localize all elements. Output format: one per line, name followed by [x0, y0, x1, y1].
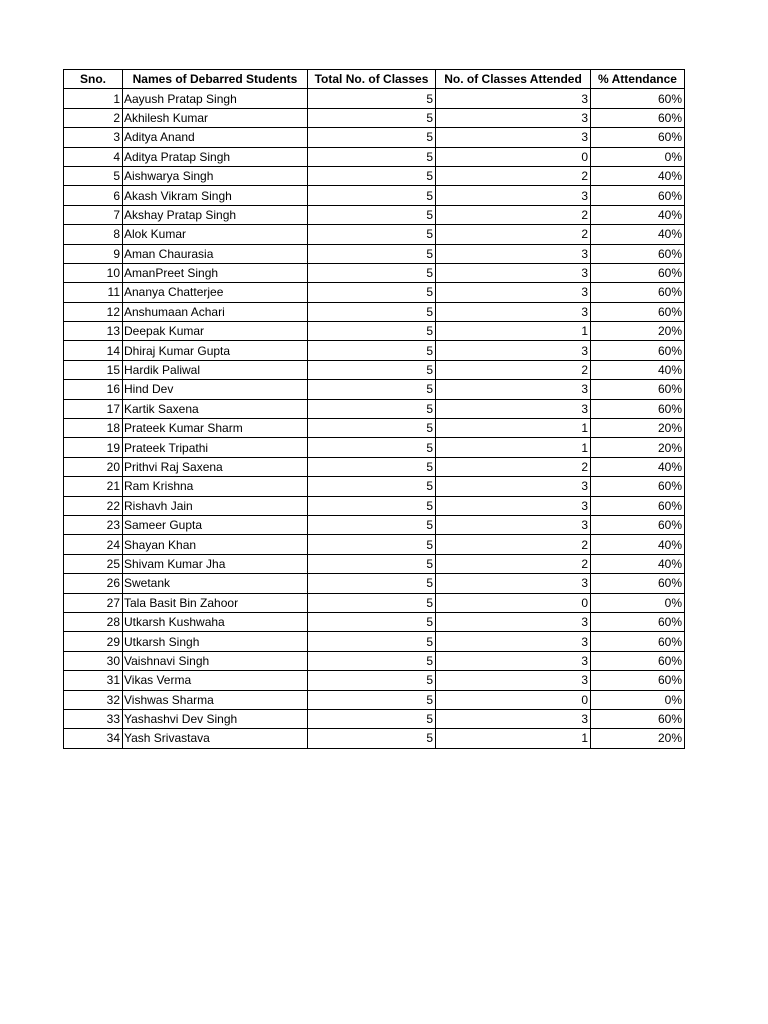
classes-attended-cell: 2	[436, 225, 591, 244]
sno-cell: 2	[64, 108, 123, 127]
attendance-percent-cell: 60%	[591, 515, 685, 534]
sno-cell: 14	[64, 341, 123, 360]
sno-cell: 3	[64, 128, 123, 147]
classes-attended-cell: 3	[436, 128, 591, 147]
table-row	[64, 166, 685, 185]
classes-attended-cell: 1	[436, 322, 591, 341]
attendance-percent-cell: 60%	[591, 341, 685, 360]
classes-attended-cell: 3	[436, 671, 591, 690]
total-classes-cell: 5	[308, 380, 436, 399]
header-sno: Sno.	[64, 70, 123, 89]
sno-cell: 33	[64, 709, 123, 728]
table-row	[64, 89, 685, 108]
attendance-percent-cell: 0%	[591, 690, 685, 709]
attendance-percent-cell: 0%	[591, 147, 685, 166]
attendance-percent-cell: 40%	[591, 225, 685, 244]
classes-attended-cell: 3	[436, 341, 591, 360]
sno-cell: 22	[64, 496, 123, 515]
sno-cell: 7	[64, 205, 123, 224]
student-name-cell: Deepak Kumar	[123, 322, 308, 341]
attendance-percent-cell: 60%	[591, 89, 685, 108]
student-name-cell: Hardik Paliwal	[123, 360, 308, 379]
table-row	[64, 302, 685, 321]
total-classes-cell: 5	[308, 729, 436, 748]
total-classes-cell: 5	[308, 341, 436, 360]
table-row	[64, 554, 685, 573]
total-classes-cell: 5	[308, 651, 436, 670]
classes-attended-cell: 2	[436, 166, 591, 185]
total-classes-cell: 5	[308, 108, 436, 127]
student-name-cell: Ananya Chatterjee	[123, 283, 308, 302]
sno-cell: 28	[64, 612, 123, 631]
table-row	[64, 632, 685, 651]
student-name-cell: Anshumaan Achari	[123, 302, 308, 321]
table-row	[64, 709, 685, 728]
total-classes-cell: 5	[308, 283, 436, 302]
table-row	[64, 399, 685, 418]
sno-cell: 17	[64, 399, 123, 418]
sno-cell: 20	[64, 457, 123, 476]
table-row	[64, 128, 685, 147]
sno-cell: 26	[64, 574, 123, 593]
total-classes-cell: 5	[308, 612, 436, 631]
classes-attended-cell: 3	[436, 574, 591, 593]
total-classes-cell: 5	[308, 690, 436, 709]
total-classes-cell: 5	[308, 671, 436, 690]
sno-cell: 4	[64, 147, 123, 166]
table-row	[64, 341, 685, 360]
sno-cell: 31	[64, 671, 123, 690]
table-row	[64, 205, 685, 224]
table-body	[64, 89, 685, 748]
student-name-cell: Vaishnavi Singh	[123, 651, 308, 670]
student-name-cell: Shayan Khan	[123, 535, 308, 554]
attendance-percent-cell: 40%	[591, 457, 685, 476]
header-classes-attended: No. of Classes Attended	[436, 70, 591, 89]
sno-cell: 1	[64, 89, 123, 108]
classes-attended-cell: 2	[436, 554, 591, 573]
attendance-percent-cell: 60%	[591, 709, 685, 728]
total-classes-cell: 5	[308, 535, 436, 554]
student-name-cell: Akshay Pratap Singh	[123, 205, 308, 224]
attendance-percent-cell: 60%	[591, 244, 685, 263]
student-name-cell: Sameer Gupta	[123, 515, 308, 534]
classes-attended-cell: 0	[436, 147, 591, 166]
student-name-cell: Aman Chaurasia	[123, 244, 308, 263]
table-row	[64, 419, 685, 438]
total-classes-cell: 5	[308, 186, 436, 205]
table-row	[64, 593, 685, 612]
classes-attended-cell: 2	[436, 457, 591, 476]
attendance-percent-cell: 60%	[591, 574, 685, 593]
sno-cell: 5	[64, 166, 123, 185]
attendance-percent-cell: 60%	[591, 108, 685, 127]
total-classes-cell: 5	[308, 147, 436, 166]
attendance-percent-cell: 60%	[591, 671, 685, 690]
attendance-percent-cell: 40%	[591, 535, 685, 554]
total-classes-cell: 5	[308, 360, 436, 379]
total-classes-cell: 5	[308, 205, 436, 224]
attendance-percent-cell: 20%	[591, 322, 685, 341]
student-name-cell: Yashashvi Dev Singh	[123, 709, 308, 728]
attendance-percent-cell: 60%	[591, 399, 685, 418]
total-classes-cell: 5	[308, 128, 436, 147]
header-row	[64, 70, 685, 89]
attendance-percent-cell: 0%	[591, 593, 685, 612]
attendance-percent-cell: 60%	[591, 283, 685, 302]
student-name-cell: Utkarsh Kushwaha	[123, 612, 308, 631]
student-name-cell: Akash Vikram Singh	[123, 186, 308, 205]
total-classes-cell: 5	[308, 574, 436, 593]
table-row	[64, 186, 685, 205]
total-classes-cell: 5	[308, 554, 436, 573]
sno-cell: 10	[64, 263, 123, 282]
classes-attended-cell: 3	[436, 108, 591, 127]
student-name-cell: Yash Srivastava	[123, 729, 308, 748]
attendance-percent-cell: 60%	[591, 263, 685, 282]
debarred-students-table	[63, 69, 685, 749]
table-row	[64, 147, 685, 166]
student-name-cell: Vishwas Sharma	[123, 690, 308, 709]
sno-cell: 27	[64, 593, 123, 612]
classes-attended-cell: 1	[436, 438, 591, 457]
table-row	[64, 263, 685, 282]
classes-attended-cell: 3	[436, 263, 591, 282]
sno-cell: 29	[64, 632, 123, 651]
attendance-percent-cell: 60%	[591, 128, 685, 147]
total-classes-cell: 5	[308, 457, 436, 476]
attendance-percent-cell: 60%	[591, 612, 685, 631]
total-classes-cell: 5	[308, 632, 436, 651]
table-row	[64, 457, 685, 476]
header-total-classes: Total No. of Classes	[308, 70, 436, 89]
student-name-cell: Tala Basit Bin Zahoor	[123, 593, 308, 612]
student-name-cell: Prateek Tripathi	[123, 438, 308, 457]
classes-attended-cell: 3	[436, 632, 591, 651]
attendance-percent-cell: 40%	[591, 205, 685, 224]
table-row	[64, 244, 685, 263]
attendance-percent-cell: 60%	[591, 186, 685, 205]
attendance-percent-cell: 20%	[591, 419, 685, 438]
sno-cell: 12	[64, 302, 123, 321]
total-classes-cell: 5	[308, 419, 436, 438]
student-name-cell: Prateek Kumar Sharm	[123, 419, 308, 438]
table-row	[64, 496, 685, 515]
sno-cell: 30	[64, 651, 123, 670]
sno-cell: 19	[64, 438, 123, 457]
table-row	[64, 535, 685, 554]
classes-attended-cell: 3	[436, 477, 591, 496]
table-row	[64, 438, 685, 457]
table-row	[64, 477, 685, 496]
sno-cell: 15	[64, 360, 123, 379]
sno-cell: 18	[64, 419, 123, 438]
student-name-cell: Vikas Verma	[123, 671, 308, 690]
classes-attended-cell: 3	[436, 283, 591, 302]
classes-attended-cell: 2	[436, 535, 591, 554]
sno-cell: 34	[64, 729, 123, 748]
classes-attended-cell: 3	[436, 244, 591, 263]
student-name-cell: Rishavh Jain	[123, 496, 308, 515]
classes-attended-cell: 2	[436, 205, 591, 224]
total-classes-cell: 5	[308, 263, 436, 282]
student-name-cell: Aayush Pratap Singh	[123, 89, 308, 108]
sno-cell: 24	[64, 535, 123, 554]
attendance-percent-cell: 60%	[591, 632, 685, 651]
classes-attended-cell: 3	[436, 496, 591, 515]
student-name-cell: Akhilesh Kumar	[123, 108, 308, 127]
classes-attended-cell: 1	[436, 729, 591, 748]
student-name-cell: Hind Dev	[123, 380, 308, 399]
classes-attended-cell: 3	[436, 186, 591, 205]
attendance-percent-cell: 60%	[591, 302, 685, 321]
student-name-cell: Prithvi Raj Saxena	[123, 457, 308, 476]
table-row	[64, 515, 685, 534]
student-name-cell: Swetank	[123, 574, 308, 593]
student-name-cell: Alok Kumar	[123, 225, 308, 244]
classes-attended-cell: 3	[436, 612, 591, 631]
sno-cell: 6	[64, 186, 123, 205]
total-classes-cell: 5	[308, 515, 436, 534]
student-name-cell: AmanPreet Singh	[123, 263, 308, 282]
classes-attended-cell: 3	[436, 399, 591, 418]
header-student-name: Names of Debarred Students	[123, 70, 308, 89]
classes-attended-cell: 0	[436, 593, 591, 612]
student-name-cell: Ram Krishna	[123, 477, 308, 496]
table-row	[64, 729, 685, 748]
table-row	[64, 225, 685, 244]
header-attendance-percent: % Attendance	[591, 70, 685, 89]
student-name-cell: Kartik Saxena	[123, 399, 308, 418]
classes-attended-cell: 3	[436, 515, 591, 534]
table-row	[64, 651, 685, 670]
attendance-percent-cell: 40%	[591, 360, 685, 379]
classes-attended-cell: 3	[436, 380, 591, 399]
student-name-cell: Shivam Kumar Jha	[123, 554, 308, 573]
table-row	[64, 322, 685, 341]
table-row	[64, 283, 685, 302]
classes-attended-cell: 0	[436, 690, 591, 709]
total-classes-cell: 5	[308, 302, 436, 321]
classes-attended-cell: 3	[436, 302, 591, 321]
student-name-cell: Aditya Pratap Singh	[123, 147, 308, 166]
total-classes-cell: 5	[308, 225, 436, 244]
attendance-percent-cell: 20%	[591, 438, 685, 457]
sno-cell: 21	[64, 477, 123, 496]
sno-cell: 25	[64, 554, 123, 573]
student-name-cell: Dhiraj Kumar Gupta	[123, 341, 308, 360]
table-row	[64, 671, 685, 690]
total-classes-cell: 5	[308, 399, 436, 418]
sno-cell: 11	[64, 283, 123, 302]
total-classes-cell: 5	[308, 709, 436, 728]
table-row	[64, 380, 685, 399]
student-name-cell: Aditya Anand	[123, 128, 308, 147]
attendance-percent-cell: 60%	[591, 651, 685, 670]
sno-cell: 9	[64, 244, 123, 263]
table-row	[64, 690, 685, 709]
attendance-percent-cell: 60%	[591, 380, 685, 399]
total-classes-cell: 5	[308, 322, 436, 341]
total-classes-cell: 5	[308, 89, 436, 108]
total-classes-cell: 5	[308, 593, 436, 612]
classes-attended-cell: 3	[436, 651, 591, 670]
table-row	[64, 108, 685, 127]
attendance-sheet	[63, 69, 685, 749]
classes-attended-cell: 3	[436, 709, 591, 728]
classes-attended-cell: 1	[436, 419, 591, 438]
table-row	[64, 612, 685, 631]
table-row	[64, 360, 685, 379]
sno-cell: 23	[64, 515, 123, 534]
classes-attended-cell: 3	[436, 89, 591, 108]
attendance-percent-cell: 20%	[591, 729, 685, 748]
attendance-percent-cell: 40%	[591, 554, 685, 573]
sno-cell: 16	[64, 380, 123, 399]
attendance-percent-cell: 40%	[591, 166, 685, 185]
total-classes-cell: 5	[308, 477, 436, 496]
student-name-cell: Aishwarya Singh	[123, 166, 308, 185]
total-classes-cell: 5	[308, 496, 436, 515]
student-name-cell: Utkarsh Singh	[123, 632, 308, 651]
sno-cell: 13	[64, 322, 123, 341]
sno-cell: 32	[64, 690, 123, 709]
attendance-percent-cell: 60%	[591, 496, 685, 515]
table-row	[64, 574, 685, 593]
total-classes-cell: 5	[308, 438, 436, 457]
sno-cell: 8	[64, 225, 123, 244]
total-classes-cell: 5	[308, 166, 436, 185]
classes-attended-cell: 2	[436, 360, 591, 379]
attendance-percent-cell: 60%	[591, 477, 685, 496]
total-classes-cell: 5	[308, 244, 436, 263]
